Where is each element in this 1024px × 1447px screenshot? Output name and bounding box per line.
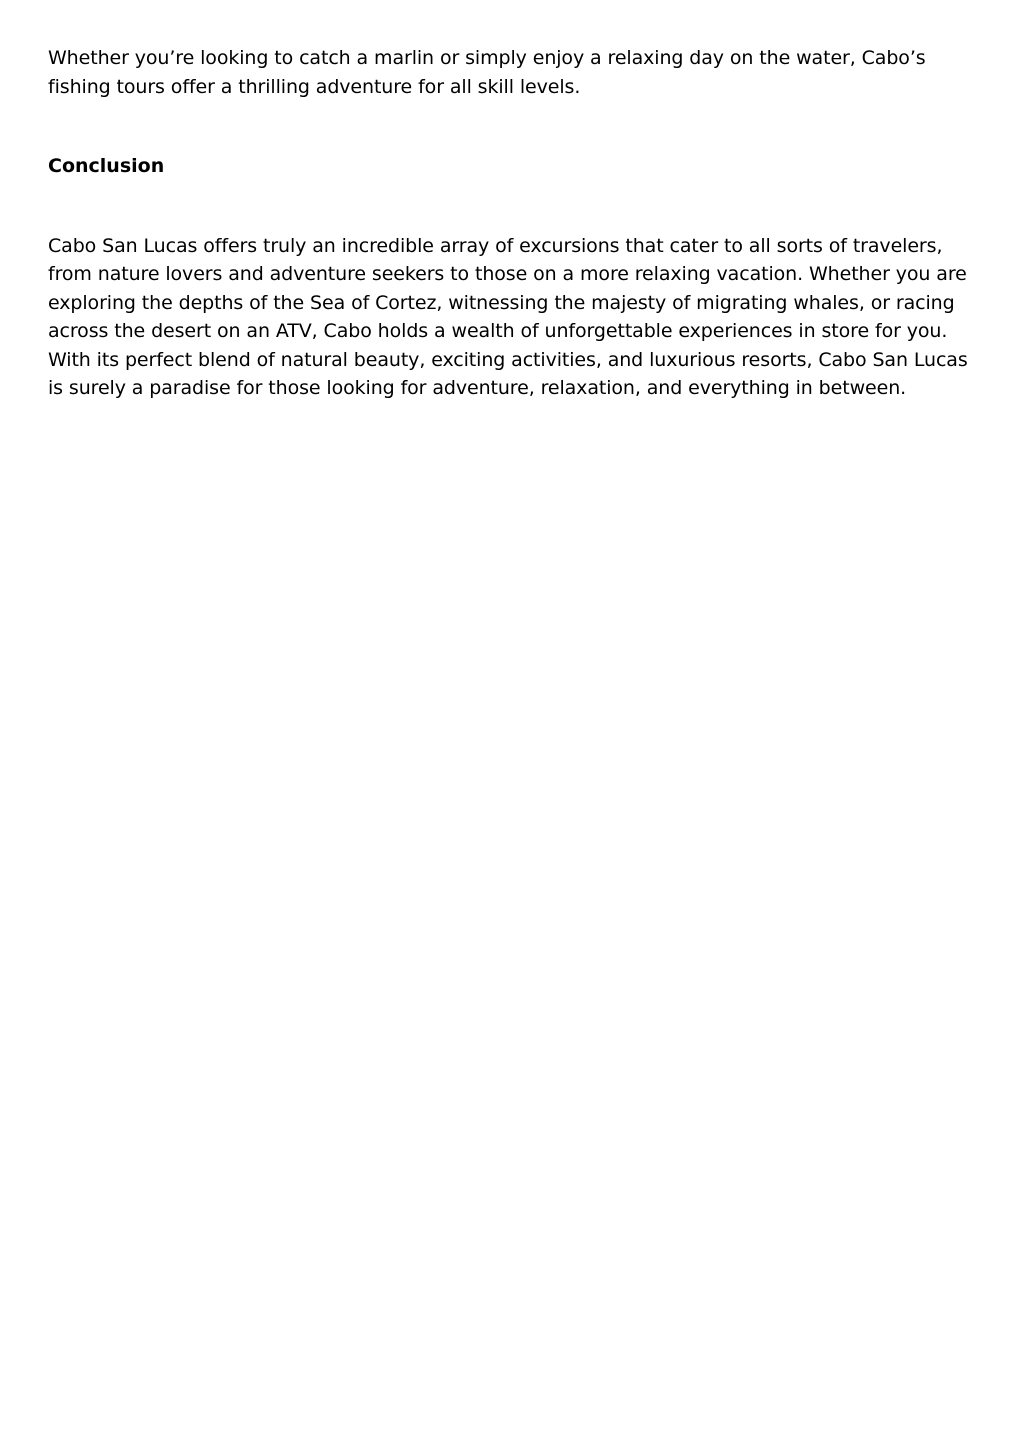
intro-paragraph: Whether you’re looking to catch a marlin or simply enjoy a relaxing day on the water, Cabo’s fishing tours offer a thrilling adventure for all skill levels. <box>48 47 926 98</box>
conclusion-heading: Conclusion <box>48 155 165 177</box>
document-page <box>48 44 978 403</box>
conclusion-paragraph: Cabo San Lucas offers truly an incredible array of excursions that cater to all sorts of travelers, from nature lovers and adventure seekers to those on a more relaxing vacation. Whether you are exploring the depths of the Sea of Cortez, witnessing the majesty of migrating whales, or racing across the desert on an ATV, Cabo holds a wealth of unforgettable experiences in store for you. With its perfect blend of natural beauty, exciting activities, and luxurious resorts, Cabo San Lucas is surely a paradise for those looking for adventure, relaxation, and everything in between. <box>48 234 968 399</box>
